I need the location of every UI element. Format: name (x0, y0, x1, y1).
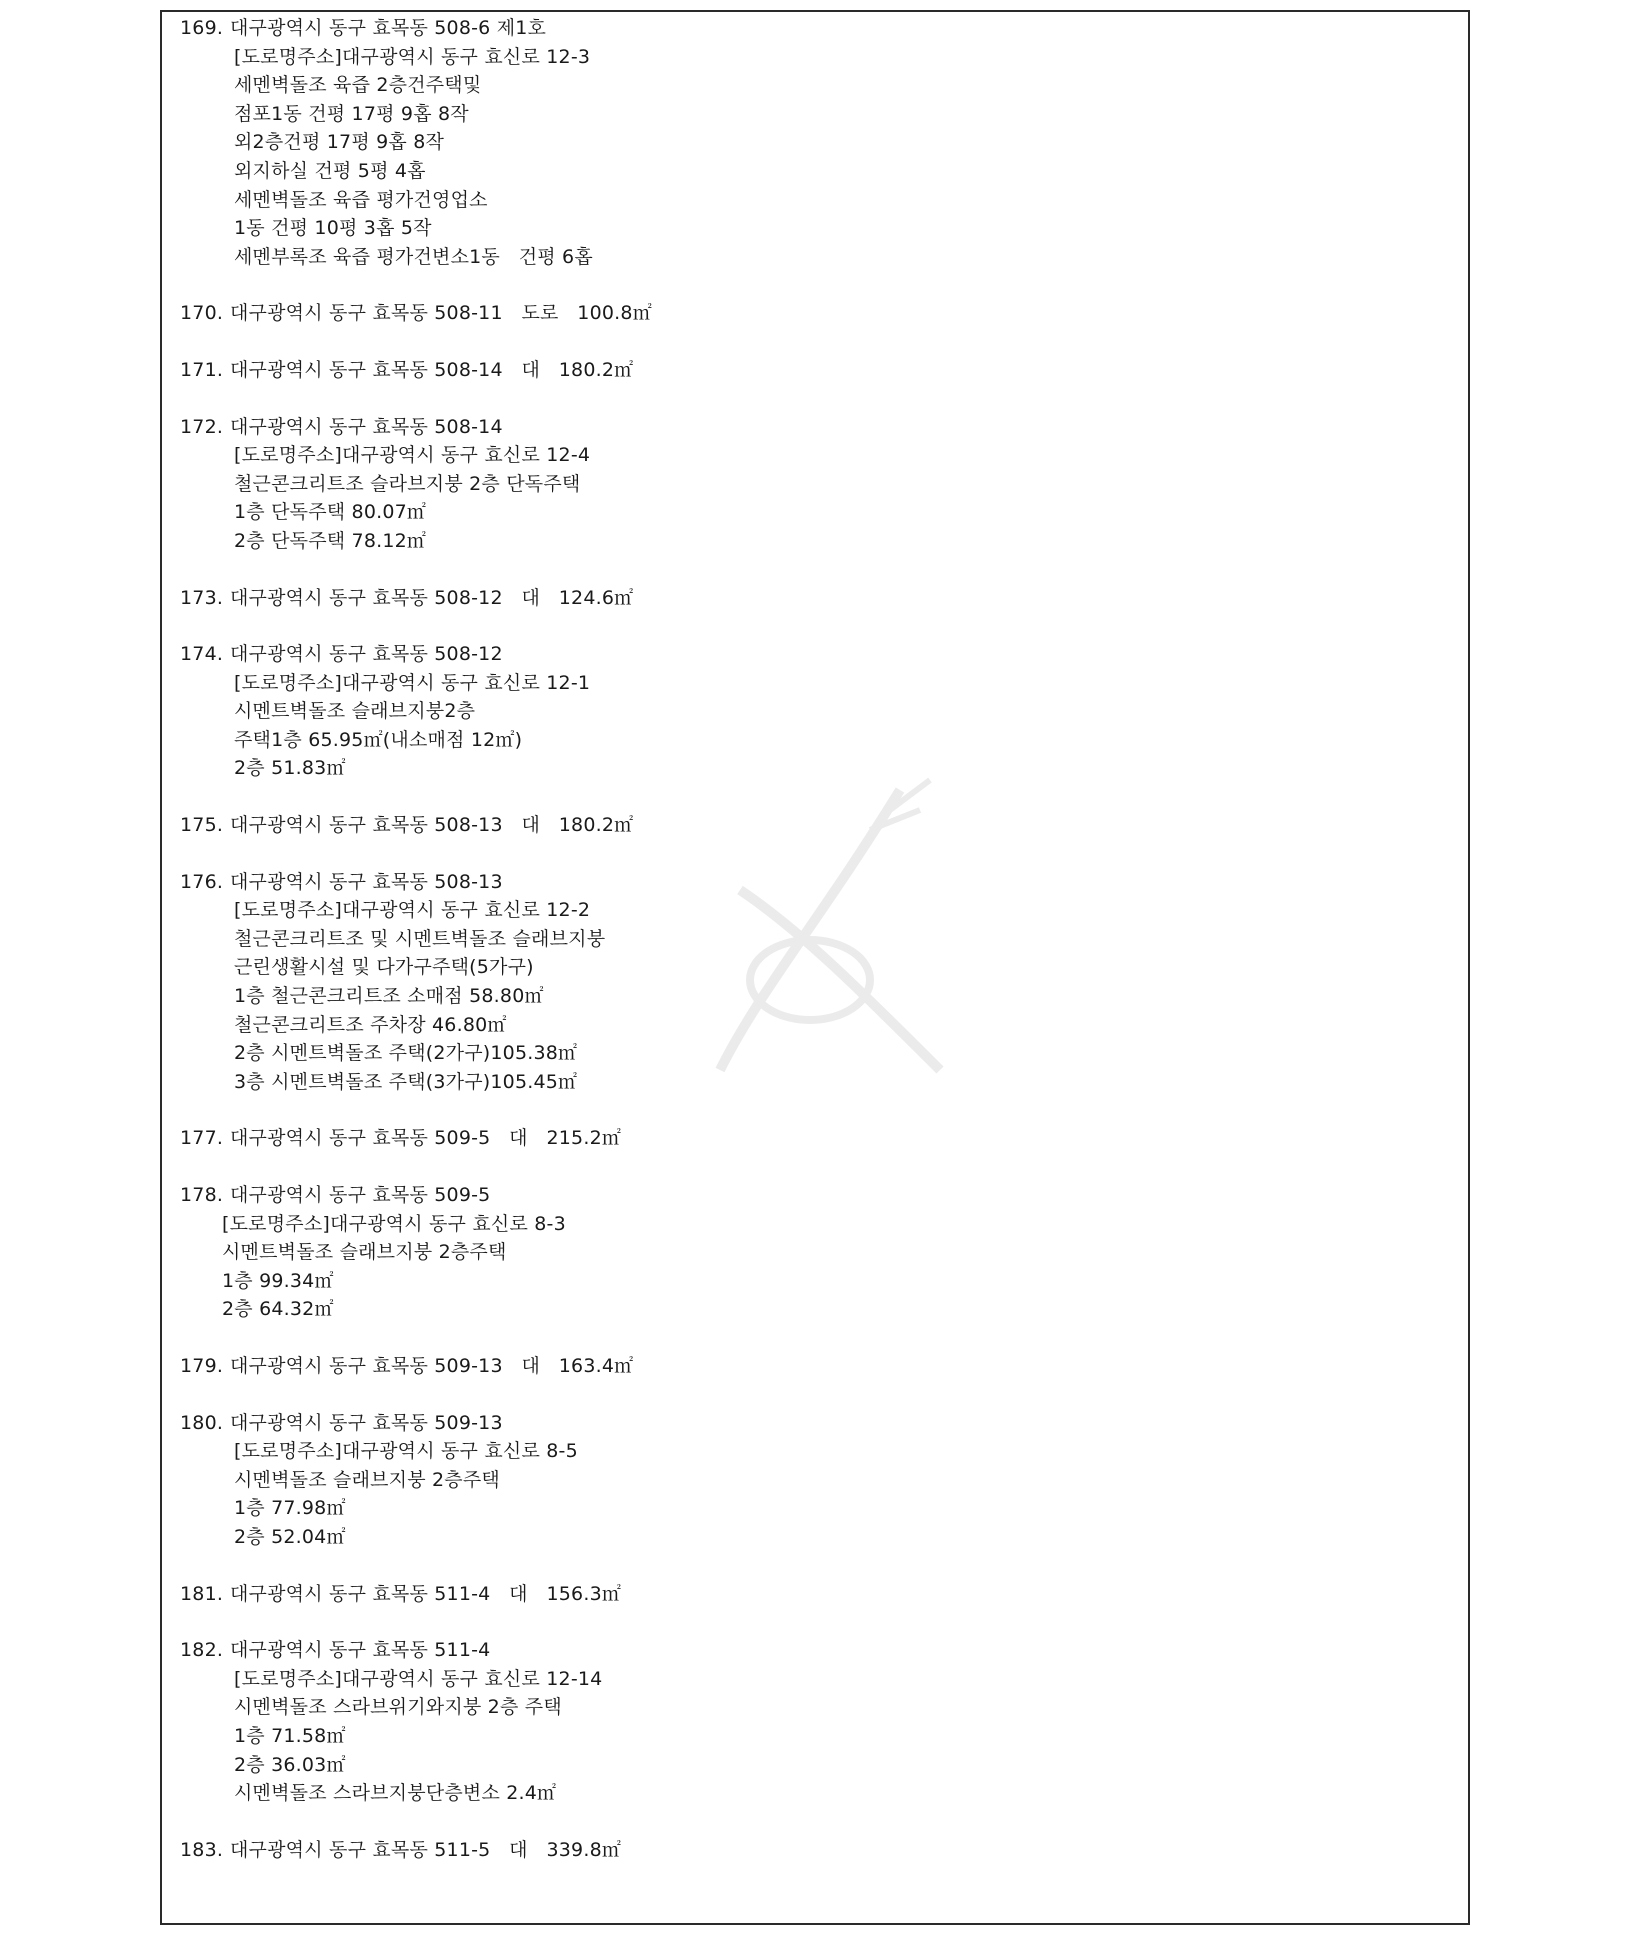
entry-detail: 2층 52.04㎡ (234, 1525, 346, 1548)
entry-number: 170. (180, 302, 224, 325)
entry-number: 179. (180, 1354, 224, 1377)
parcel-entry-172 (180, 413, 1450, 556)
entry-detail: 철근콘크리트조 슬라브지붕 2층 단독주택 (234, 472, 581, 495)
entry-address: 대구광역시 동구 효목동 511-4 대 156.3㎡ (230, 1582, 622, 1605)
entry-number: 182. (180, 1639, 224, 1662)
entry-number: 173. (180, 586, 224, 609)
entry-address: 대구광역시 동구 효목동 509-5 대 215.2㎡ (230, 1127, 622, 1150)
entry-detail: [도로명주소]대구광역시 동구 효신로 8-3 (222, 1212, 566, 1235)
entry-number: 171. (180, 358, 224, 381)
entry-detail: [도로명주소]대구광역시 동구 효신로 8-5 (234, 1440, 578, 1463)
entry-detail: 2층 51.83㎡ (234, 757, 346, 780)
entry-detail: 외2층건평 17평 9홉 8작 (234, 131, 445, 154)
entry-address: 대구광역시 동구 효목동 508-14 대 180.2㎡ (230, 358, 634, 381)
entry-detail: [도로명주소]대구광역시 동구 효신로 12-4 (234, 444, 591, 467)
parcel-entry-169 (180, 14, 1450, 271)
entry-number: 183. (180, 1838, 224, 1861)
entry-detail: 시멘트벽돌조 슬래브지붕2층 (234, 700, 476, 723)
entry-detail: 철근콘크리트조 주차장 46.80㎡ (234, 1013, 507, 1036)
parcel-entry-179 (180, 1352, 1450, 1381)
entry-detail: 1동 건평 10평 3홉 5작 (234, 217, 432, 240)
entry-number: 172. (180, 415, 224, 438)
parcel-entry-170 (180, 299, 1450, 328)
entry-detail: 1층 71.58㎡ (234, 1724, 346, 1747)
entry-number: 178. (180, 1184, 224, 1206)
entry-address: 대구광역시 동구 효목동 509-13 대 163.4㎡ (230, 1354, 634, 1377)
entry-detail: 외지하실 건평 5평 4홉 (234, 159, 426, 182)
entry-address: 대구광역시 동구 효목동 508-12 (230, 643, 503, 666)
parcel-entry-173 (180, 584, 1450, 613)
entry-detail: 1층 철근콘크리트조 소매점 58.80㎡ (234, 985, 544, 1008)
parcel-entry-176 (180, 868, 1450, 1097)
entry-detail: [도로명주소]대구광역시 동구 효신로 12-14 (234, 1667, 603, 1690)
entry-number: 176. (180, 870, 224, 893)
entry-detail: 2층 64.32㎡ (222, 1298, 334, 1321)
parcel-entry-174 (180, 640, 1450, 783)
entry-address: 대구광역시 동구 효목동 508-6 제1호 (230, 17, 547, 39)
entry-number: 177. (180, 1127, 224, 1150)
entry-detail: [도로명주소]대구광역시 동구 효신로 12-3 (234, 45, 591, 68)
entry-detail: 2층 단독주택 78.12㎡ (234, 529, 427, 552)
entry-address: 대구광역시 동구 효목동 508-13 대 180.2㎡ (230, 814, 634, 837)
entry-detail: 철근콘크리트조 및 시멘트벽돌조 슬래브지붕 (234, 927, 606, 950)
entry-detail: 2층 36.03㎡ (234, 1753, 346, 1776)
parcel-entry-182 (180, 1636, 1450, 1808)
entry-detail: 세멘벽돌조 육즙 2층건주택및 (234, 74, 482, 97)
entry-detail: 점포1동 건평 17평 9홉 8작 (234, 102, 469, 125)
entry-number: 181. (180, 1582, 224, 1605)
parcel-entry-180 (180, 1409, 1450, 1552)
entry-detail: [도로명주소]대구광역시 동구 효신로 12-1 (234, 671, 591, 694)
entry-detail: 시멘벽돌조 슬래브지붕 2층주택 (234, 1468, 500, 1491)
entry-detail: 2층 시멘트벽돌조 주택(2가구)105.38㎡ (234, 1042, 578, 1065)
entry-detail: 3층 시멘트벽돌조 주택(3가구)105.45㎡ (234, 1070, 578, 1093)
entry-address: 대구광역시 동구 효목동 508-11 도로 100.8㎡ (230, 302, 652, 325)
parcel-entry-171 (180, 356, 1450, 385)
parcel-entry-175 (180, 811, 1450, 840)
entry-detail: 주택1층 65.95㎡(내소매점 12㎡) (234, 728, 523, 751)
parcel-entry-177 (180, 1124, 1450, 1153)
entry-number: 175. (180, 814, 224, 837)
entry-detail: 근린생활시설 및 다가구주택(5가구) (234, 956, 534, 979)
entry-number: 180. (180, 1411, 224, 1434)
entry-address: 대구광역시 동구 효목동 509-13 (230, 1411, 503, 1434)
entry-detail: 시멘벽돌조 스라브위기와지붕 2층 주택 (234, 1696, 562, 1719)
entry-detail: 세멘벽돌조 육즙 평가건영업소 (234, 188, 488, 211)
parcel-entry-183 (180, 1836, 1450, 1865)
entry-detail: 1층 77.98㎡ (234, 1497, 346, 1520)
entry-detail: 세멘부록조 육즙 평가건변소1동 건평 6홉 (234, 245, 593, 268)
entry-address: 대구광역시 동구 효목동 511-4 (230, 1639, 491, 1662)
entry-address: 대구광역시 동구 효목동 511-5 대 339.8㎡ (230, 1838, 622, 1861)
entry-detail: 시멘트벽돌조 슬래브지붕 2층주택 (222, 1241, 507, 1264)
entry-number: 174. (180, 643, 224, 666)
parcel-list (180, 14, 1450, 1892)
entry-address: 대구광역시 동구 효목동 508-12 대 124.6㎡ (230, 586, 634, 609)
entry-detail: 1층 단독주택 80.07㎡ (234, 501, 427, 524)
entry-number: 169. (180, 17, 224, 39)
entry-detail: 1층 99.34㎡ (222, 1269, 334, 1292)
entry-address: 대구광역시 동구 효목동 508-14 (230, 415, 503, 438)
parcel-entry-181 (180, 1580, 1450, 1609)
entry-detail: [도로명주소]대구광역시 동구 효신로 12-2 (234, 899, 591, 922)
parcel-entry-178 (180, 1181, 1450, 1324)
entry-detail: 시멘벽돌조 스라브지붕단층변소 2.4㎡ (234, 1782, 557, 1805)
entry-address: 대구광역시 동구 효목동 508-13 (230, 870, 503, 893)
entry-address: 대구광역시 동구 효목동 509-5 (230, 1184, 491, 1206)
